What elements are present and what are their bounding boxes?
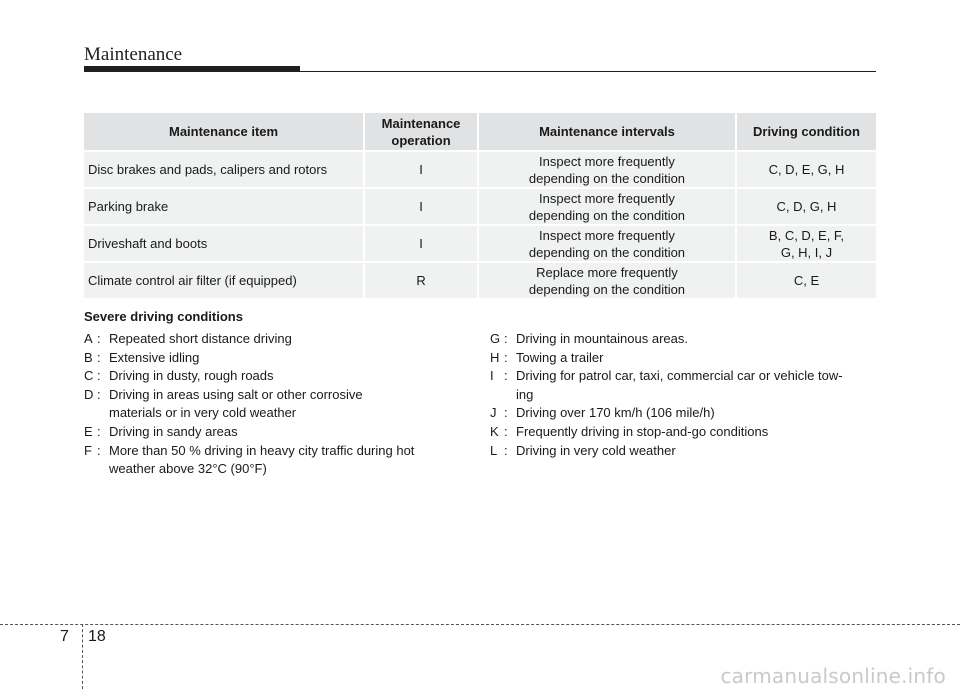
condition-text: Driving over 170 km/h (106 mile/h)	[516, 405, 715, 421]
condition-code: F	[84, 442, 92, 458]
list-item	[490, 423, 880, 442]
list-item	[490, 442, 880, 461]
row-interval	[477, 152, 735, 189]
row-interval	[477, 189, 735, 226]
conditions-list-right	[490, 330, 880, 460]
condition-text: Driving in dusty, rough roads	[109, 368, 274, 384]
condition-text-line2: ing	[516, 386, 534, 402]
colon: :	[504, 368, 508, 384]
table-row	[84, 226, 876, 263]
row-condition: C, E	[735, 263, 876, 300]
interval-line1: Replace more frequently	[536, 264, 678, 280]
condition-text: Towing a trailer	[516, 349, 604, 365]
row-interval	[477, 226, 735, 263]
condition-code: D	[84, 386, 94, 402]
colon: :	[97, 386, 101, 402]
page-title: Maintenance	[84, 44, 183, 65]
condition-text: Driving in very cold weather	[516, 442, 676, 458]
list-item	[490, 367, 880, 404]
header-rule	[300, 71, 876, 72]
row-condition: C, D, G, H	[735, 189, 876, 226]
list-item	[84, 386, 464, 423]
colon: :	[97, 331, 101, 346]
row-item: Disc brakes and pads, calipers and rotors	[84, 152, 363, 189]
table-row	[84, 189, 876, 226]
condition-text-line1: Driving for patrol car, taxi, commercial car or vehicle tow-	[516, 368, 843, 384]
header-maintenance-intervals: Maintenance intervals	[477, 113, 735, 152]
severe-conditions-title: Severe driving conditions	[84, 309, 243, 324]
condition-code: I	[490, 368, 494, 384]
colon: :	[504, 405, 508, 421]
colon: :	[97, 349, 101, 365]
interval-line1: Inspect more frequently	[539, 153, 675, 169]
list-item	[84, 330, 464, 349]
maintenance-table	[84, 113, 876, 300]
condition-code: E	[84, 423, 93, 439]
condition-code: L	[490, 442, 498, 458]
conditions-list-left	[84, 330, 464, 479]
footer-divider	[82, 624, 83, 689]
page-number: 18	[88, 628, 106, 645]
watermark: carmanualsonline.info	[720, 664, 946, 688]
row-operation: I	[363, 189, 477, 226]
condition-code: K	[490, 423, 499, 439]
condition-code: A	[84, 331, 93, 346]
condition-text: Driving in mountainous areas.	[516, 331, 688, 346]
condition-code: J	[490, 405, 497, 421]
header-driving-condition: Driving condition	[735, 113, 876, 152]
list-item	[490, 330, 880, 349]
header-operation-line2: operation	[391, 132, 451, 148]
table-header-row	[84, 113, 876, 152]
row-condition: C, D, E, G, H	[735, 152, 876, 189]
interval-line1: Inspect more frequently	[539, 190, 675, 206]
row-interval	[477, 263, 735, 300]
header-operation-line1: Maintenance	[381, 115, 461, 131]
row-item: Driveshaft and boots	[84, 226, 363, 263]
table-row	[84, 263, 876, 300]
colon: :	[504, 331, 508, 346]
row-operation: I	[363, 226, 477, 263]
list-item	[84, 423, 464, 442]
condition-text-line2: weather above 32°C (90°F)	[109, 461, 267, 477]
condition-text-line2: materials or in very cold weather	[109, 405, 297, 421]
colon: :	[504, 349, 508, 365]
header-maintenance-operation	[363, 113, 477, 152]
condition-text-line1: Driving in areas using salt or other corrosive	[109, 386, 363, 402]
list-item	[84, 367, 464, 386]
row-item: Parking brake	[84, 189, 363, 226]
condition-text: Driving in sandy areas	[109, 423, 238, 439]
colon: :	[504, 423, 508, 439]
colon: :	[504, 442, 508, 458]
condition-code: B	[84, 349, 93, 365]
row-item: Climate control air filter (if equipped)	[84, 263, 363, 300]
interval-line1: Inspect more frequently	[539, 227, 675, 243]
condition-code: C	[84, 368, 94, 384]
condition-text: Repeated short distance driving	[109, 331, 292, 346]
colon: :	[97, 423, 101, 439]
condition-text	[109, 386, 464, 423]
interval-line2: depending on the condition	[528, 244, 686, 260]
condition-text	[516, 367, 880, 404]
footer-rule	[0, 624, 960, 625]
table-row	[84, 152, 876, 189]
list-item	[490, 349, 880, 368]
list-item	[490, 404, 880, 423]
condition-line1: B, C, D, E, F,	[768, 227, 845, 243]
condition-code: H	[490, 349, 500, 365]
list-item	[84, 349, 464, 368]
condition-text: Frequently driving in stop-and-go conditions	[516, 423, 769, 439]
condition-text	[109, 442, 464, 479]
interval-line2: depending on the condition	[528, 207, 686, 223]
row-condition	[735, 226, 876, 263]
condition-text: Extensive idling	[109, 349, 200, 365]
list-item	[84, 442, 464, 479]
row-operation: I	[363, 152, 477, 189]
condition-text-line1: More than 50 % driving in heavy city traffic during hot	[109, 442, 415, 458]
condition-code: G	[490, 331, 501, 346]
header-bar	[84, 66, 300, 72]
header-maintenance-item: Maintenance item	[84, 113, 363, 152]
row-operation: R	[363, 263, 477, 300]
interval-line2: depending on the condition	[528, 170, 686, 186]
chapter-number: 7	[60, 628, 69, 645]
condition-line2: G, H, I, J	[780, 244, 833, 260]
colon: :	[97, 442, 101, 458]
colon: :	[97, 368, 101, 384]
interval-line2: depending on the condition	[528, 281, 686, 297]
